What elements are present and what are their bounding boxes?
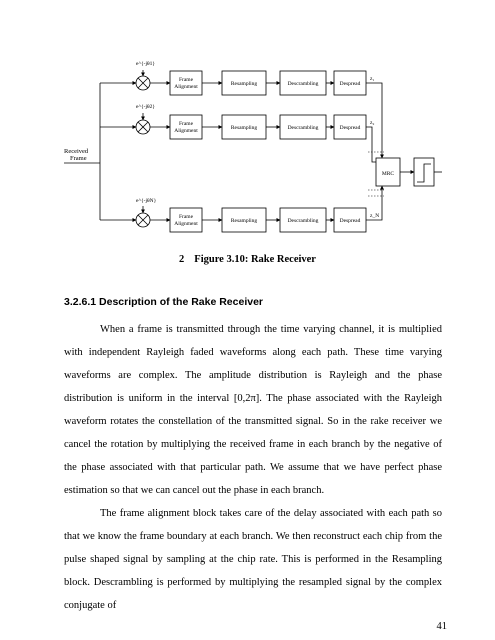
output-label-2: z₂ <box>370 120 375 126</box>
svg-text:Descrambling: Descrambling <box>287 81 319 87</box>
phase-label-n: e^{-jθN} <box>136 198 157 204</box>
svg-text:Despread: Despread <box>339 81 361 87</box>
input-label-line2: Frame <box>70 155 87 162</box>
svg-text:Alignment: Alignment <box>174 84 198 90</box>
input-label-line1: Received <box>64 148 89 155</box>
page-number: 41 <box>436 621 447 632</box>
figure-caption-number: 2 <box>179 254 185 265</box>
rake-branch-1 <box>100 61 374 95</box>
multiplier-icon <box>136 120 150 134</box>
frame-alignment-block-1 <box>170 71 202 95</box>
body-text <box>64 318 442 617</box>
frame-alignment-block-n <box>170 208 202 232</box>
output-label-n: z_N <box>370 213 380 219</box>
svg-text:Alignment: Alignment <box>174 128 198 134</box>
multiplier-icon <box>136 213 150 227</box>
svg-text:Frame: Frame <box>178 77 194 83</box>
output-label-1: z₁ <box>370 76 375 82</box>
paragraph: When a frame is transmitted through the time varying channel, it is multiplied with independent Rayleigh faded waveforms along each path. These time varying waveforms are complex. The amplitude distribution is Rayleigh and the phase distribution is uniform in the interval [0,2π]. The phase associated with the Rayleigh waveform rotates the constellation of the transmitted signal. So in the rake receiver we cancel the rotation by multiplying the received frame in each branch by the negative of the phase associated with that particular path. We assume that we have perfect phase estimation so that we can cancel out the phase in each branch. <box>64 324 442 496</box>
phase-label-2: e^{-jθ2} <box>136 104 156 110</box>
phase-label-1: e^{-jθ1} <box>136 61 156 67</box>
svg-text:Resampling: Resampling <box>230 125 258 131</box>
svg-text:Frame: Frame <box>178 214 194 220</box>
svg-text:Despread: Despread <box>339 218 361 224</box>
rake-branch-n <box>100 198 379 232</box>
svg-text:Despread: Despread <box>339 125 361 131</box>
svg-text:Descrambling: Descrambling <box>287 218 319 224</box>
figure-caption <box>0 254 495 265</box>
svg-text:Resampling: Resampling <box>230 218 258 224</box>
paragraph: The frame alignment block takes care of the delay associated with each path so that we know the frame boundary at each branch. We then reconstruct each chip from the pulse shaped signal by sampling at the chip rate. This is performed in the Resampling block. Descrambling is performed by multiplying the resampled signal by the complex conjugate of <box>64 508 442 611</box>
multiplier-icon <box>136 76 150 90</box>
rake-receiver-diagram <box>0 0 495 245</box>
svg-text:Frame: Frame <box>178 121 194 127</box>
rake-branch-2 <box>100 104 374 139</box>
svg-text:Resampling: Resampling <box>230 81 258 87</box>
svg-text:Descrambling: Descrambling <box>287 125 319 131</box>
mrc-label: MRC <box>381 171 395 177</box>
section-heading: 3.2.6.1 Description of the Rake Receiver <box>64 296 264 308</box>
figure-caption-text: Figure 3.10: Rake Receiver <box>194 254 316 265</box>
frame-alignment-block-2 <box>170 115 202 139</box>
decision-device-icon <box>414 158 434 186</box>
svg-text:Alignment: Alignment <box>174 221 198 227</box>
